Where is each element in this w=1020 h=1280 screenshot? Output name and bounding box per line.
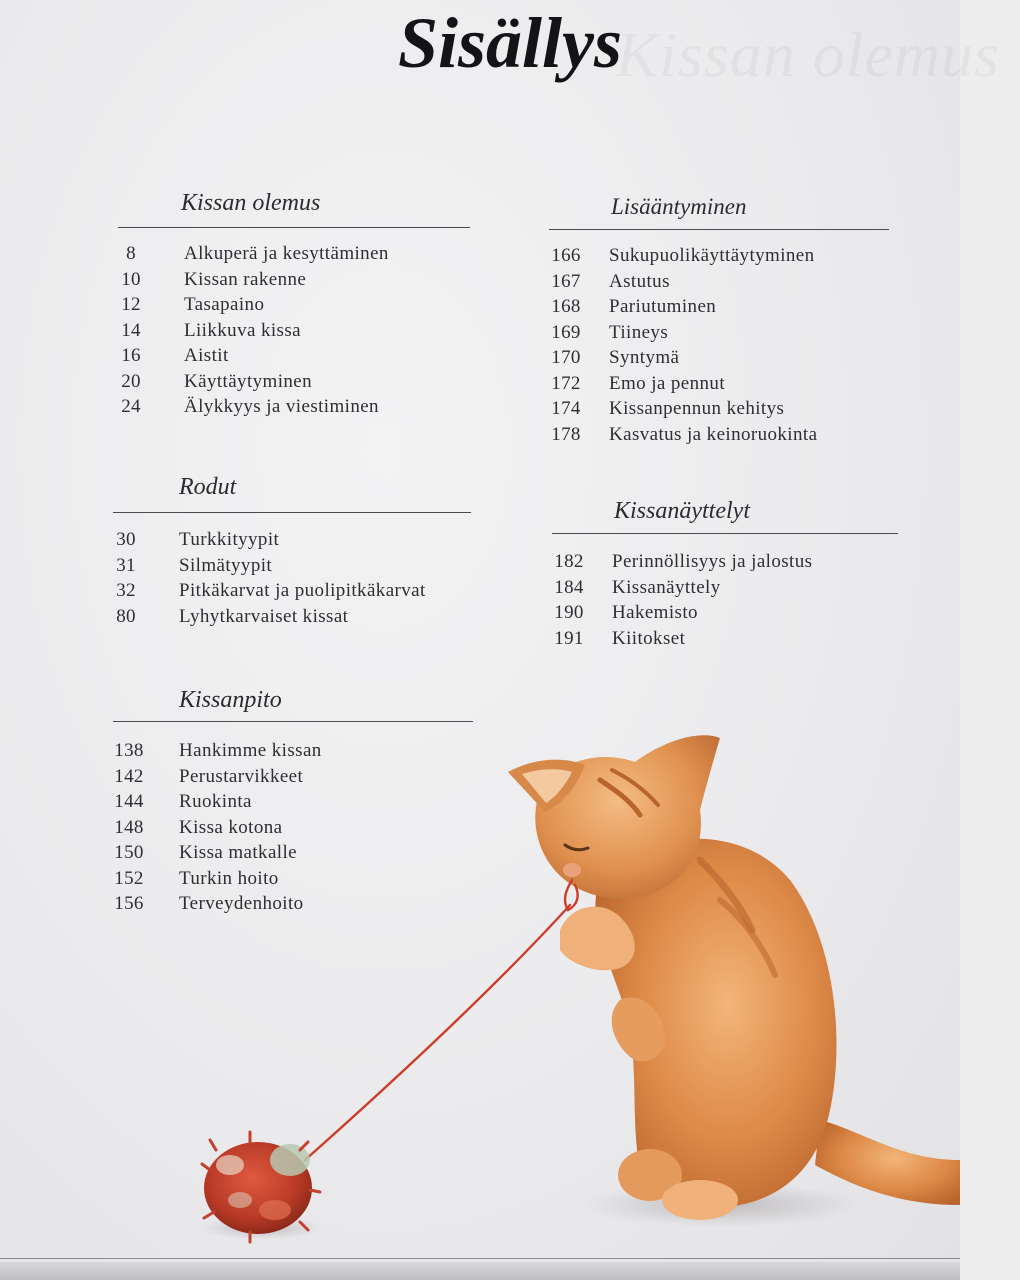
entry-title: Pariutuminen <box>609 296 717 317</box>
page-number: 190 <box>554 602 584 623</box>
page-number: 16 <box>121 345 141 366</box>
entry-title: Perinnöllisyys ja jalostus <box>612 551 813 572</box>
entry-title: Aistit <box>184 345 229 366</box>
entry-title: Tiineys <box>609 321 669 343</box>
page-bottom-edge <box>0 1258 960 1259</box>
page-edge-shadow <box>0 1262 960 1280</box>
entry-title: Käyttäytyminen <box>184 370 313 392</box>
page-number: 170 <box>551 347 581 368</box>
entry-title: Emo ja pennut <box>609 372 726 394</box>
entry-title: Astutus <box>609 270 670 292</box>
section-heading: Kissanäyttelyt <box>614 498 750 524</box>
entry-title: Syntymä <box>609 347 680 368</box>
entry-title: Pitkäkarvat ja puolipitkäkarvat <box>179 580 426 601</box>
entry-title: Kissan rakenne <box>184 268 307 290</box>
page-number: 24 <box>121 396 141 417</box>
entry-title: Kissanpennun kehitys <box>609 398 785 419</box>
page-number: 156 <box>114 893 144 914</box>
yarn-strand <box>305 880 578 1160</box>
page-number: 191 <box>554 627 584 649</box>
entry-title: Liikkuva kissa <box>184 319 301 341</box>
page-number: 31 <box>116 554 136 576</box>
entry-title: Sukupuolikäyttäytyminen <box>609 245 815 266</box>
show-through-text: Kissan olemus <box>615 19 1000 90</box>
page-number: 174 <box>551 398 581 419</box>
kitten-nose <box>563 863 581 877</box>
entry-title: Ruokinta <box>179 791 252 812</box>
page-number: 152 <box>114 867 144 889</box>
page-number: 178 <box>551 423 581 445</box>
entry-title: Tasapaino <box>184 294 265 315</box>
entry-title: Terveydenhoito <box>179 893 304 914</box>
entry-title: Kissa kotona <box>179 816 283 838</box>
page-number: 148 <box>114 816 144 838</box>
page-number: 10 <box>121 268 141 290</box>
page-number: 182 <box>554 551 584 572</box>
page-number: 168 <box>551 296 581 317</box>
page-number: 184 <box>554 576 584 598</box>
entry-title: Hankimme kissan <box>179 740 322 761</box>
kitten-hind-paw-right <box>662 1180 738 1220</box>
page-number: 14 <box>121 319 141 341</box>
page-title: Sisällys <box>397 3 623 83</box>
page-number: 8 <box>126 243 136 264</box>
page-number: 30 <box>116 529 136 550</box>
page-number: 32 <box>116 580 136 601</box>
entry-title: Alkuperä ja kesyttäminen <box>184 243 389 264</box>
entry-title: Turkkityypit <box>179 529 280 550</box>
entry-title: Turkin hoito <box>179 867 279 889</box>
entry-title: Perustarvikkeet <box>179 765 304 787</box>
entry-title: Silmätyypit <box>179 554 273 576</box>
page-number: 150 <box>114 842 144 863</box>
section-heading: Lisääntyminen <box>611 194 747 219</box>
page-number: 80 <box>116 605 136 627</box>
entry-title: Lyhytkarvaiset kissat <box>179 605 349 627</box>
page-number: 167 <box>551 270 581 292</box>
section-heading: Kissan olemus <box>181 190 321 216</box>
kitten-tail <box>815 1120 960 1205</box>
page-number: 169 <box>551 321 581 343</box>
entry-title: Hakemisto <box>612 602 698 623</box>
page-number: 142 <box>114 765 144 787</box>
entry-title: Kasvatus ja keinoruokinta <box>609 423 818 445</box>
entry-title: Kiitokset <box>612 627 686 649</box>
page-number: 166 <box>551 245 581 266</box>
page-number: 172 <box>551 372 581 394</box>
page-number: 144 <box>114 791 144 812</box>
page-number: 138 <box>114 740 144 761</box>
section-heading: Rodut <box>179 474 237 500</box>
entry-title: Älykkyys ja viestiminen <box>184 396 379 417</box>
page-number: 20 <box>121 370 141 392</box>
section-heading: Kissanpito <box>179 687 282 713</box>
entry-title: Kissanäyttely <box>612 576 721 598</box>
page-number: 12 <box>121 294 141 315</box>
entry-title: Kissa matkalle <box>179 842 297 863</box>
